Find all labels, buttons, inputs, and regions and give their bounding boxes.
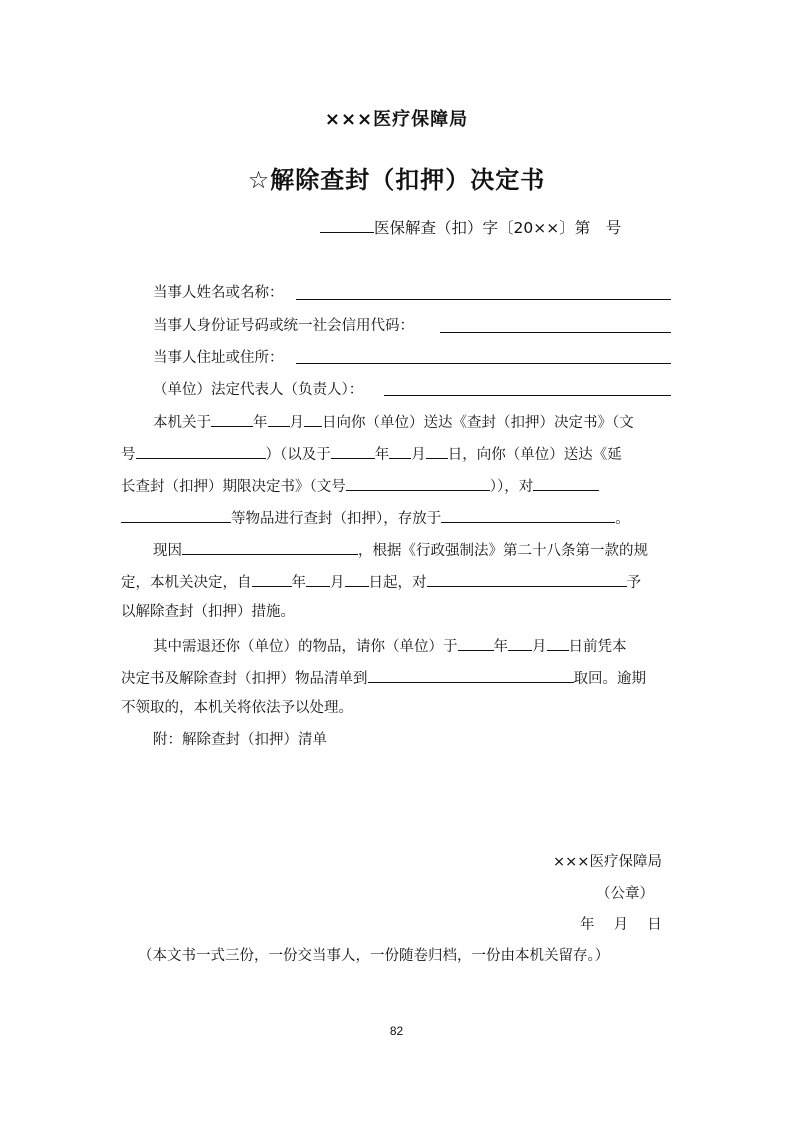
extension-doc-no-blank[interactable] (346, 474, 490, 491)
text: 号 (121, 447, 136, 463)
legal-rep-blank[interactable] (384, 394, 671, 396)
date-day-blank[interactable] (547, 634, 569, 651)
party-name-label: 当事人姓名或名称： (153, 285, 284, 301)
date-year-blank[interactable] (458, 634, 494, 651)
text: 月 (532, 639, 547, 655)
text: 月 (289, 415, 304, 431)
party-address-blank[interactable] (296, 362, 671, 364)
party-address-label: 当事人住址或住所： (153, 350, 284, 366)
text: ，根据《行政强制法》第二十八条第一款的规 (358, 543, 648, 559)
text: 年 (493, 639, 508, 655)
para2-line2 (121, 570, 641, 593)
text: 决定书及解除查封（扣押）物品清单到 (121, 671, 368, 687)
doc-no-blank[interactable] (136, 442, 266, 459)
date-year-blank[interactable] (211, 410, 253, 427)
text: 。 (615, 511, 630, 527)
items-released-blank[interactable] (427, 570, 627, 587)
text: ）（以及于 (265, 447, 331, 463)
para1-line1 (153, 410, 634, 433)
document-number (320, 216, 621, 238)
attachment-note: 附：解除查封（扣押）清单 (153, 732, 327, 748)
para3-line3: 不领取的，本机关将依法予以处理。 (121, 700, 353, 716)
storage-place-blank[interactable] (441, 506, 615, 523)
legal-rep-label: （单位）法定代表人（负责人）： (153, 382, 364, 398)
text: 现因 (153, 543, 182, 559)
party-id-label: 当事人身份证号码或统一社会信用代码： (153, 318, 414, 334)
para1-line4 (121, 506, 630, 529)
text: 月 (411, 447, 426, 463)
doc-number-text: 医保解查（扣）字〔20××〕第 号 (374, 219, 622, 237)
copies-note: （本文书一式三份，一份交当事人，一份随卷归档，一份由本机关留存。） (138, 948, 610, 964)
doc-prefix-blank[interactable] (320, 216, 374, 233)
text: 定，本机关决定，自 (121, 575, 252, 591)
text: 年 (291, 575, 306, 591)
date-month-blank[interactable] (508, 634, 532, 651)
text: 日，向你（单位）送达《延 (447, 447, 622, 463)
text: 日前凭本 (568, 639, 627, 655)
para3-line1 (153, 634, 627, 657)
para2-line1 (153, 538, 648, 561)
para1-line2 (121, 442, 622, 465)
date-day-blank[interactable] (345, 570, 369, 587)
page-number: 82 (389, 1024, 404, 1038)
date-month-blank[interactable] (268, 410, 290, 427)
issuing-org-header: ×××医疗保障局 (324, 109, 469, 130)
items-blank[interactable] (533, 474, 599, 491)
pickup-place-blank[interactable] (368, 666, 574, 683)
items-blank-cont[interactable] (121, 506, 231, 523)
signature-date: 年 月 日 (580, 917, 662, 933)
date-day-blank[interactable] (304, 410, 322, 427)
official-seal-label: （公章） (596, 886, 654, 902)
text: 其中需退还你（单位）的物品，请你（单位）于 (153, 639, 458, 655)
text: 取回。逾期 (573, 671, 646, 687)
date-month-blank[interactable] (389, 442, 411, 459)
text: 予 (626, 575, 641, 591)
date-month-blank[interactable] (306, 570, 330, 587)
para1-line3 (121, 474, 599, 497)
text: ）），对 (489, 479, 534, 495)
date-year-blank[interactable] (252, 570, 292, 587)
text: 月 (330, 575, 345, 591)
text: 长查封（扣押）期限决定书》（文号 (121, 479, 346, 495)
text: 本机关于 (153, 415, 211, 431)
para3-line2 (121, 666, 646, 689)
reason-blank[interactable] (182, 538, 358, 555)
document-title: ☆解除查封（扣押）决定书 (247, 166, 546, 194)
text: 日起，对 (368, 575, 427, 591)
text: 日向你（单位）送达《查封（扣押）决定书》（文 (322, 415, 634, 431)
date-year-blank[interactable] (331, 442, 375, 459)
text: 年 (253, 415, 268, 431)
para2-line3: 以解除查封（扣押）措施。 (121, 604, 295, 620)
text: 年 (374, 447, 390, 463)
party-id-blank[interactable] (440, 331, 671, 333)
date-day-blank[interactable] (426, 442, 448, 459)
text: 等物品进行查封（扣押），存放于 (231, 511, 442, 527)
signature-org: ×××医疗保障局 (553, 854, 662, 870)
party-name-blank[interactable] (296, 298, 671, 300)
